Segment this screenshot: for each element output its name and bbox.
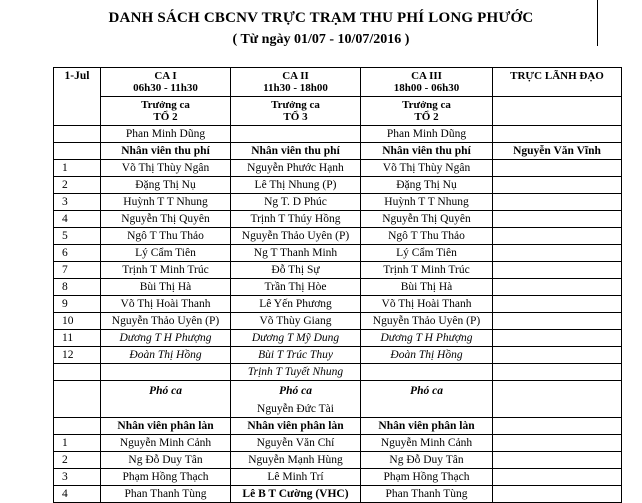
row-number [54, 364, 101, 381]
deputy-label-2: Phó ca [231, 381, 361, 402]
document-subtitle: ( Từ ngày 01/07 - 10/07/2016 ) [232, 32, 410, 47]
deputy-3-name [361, 401, 493, 418]
toll-2-name: Lê Yến Phương [231, 296, 361, 313]
leader-empty [493, 435, 622, 452]
deputy-name-row [54, 401, 622, 418]
leader-empty [493, 228, 622, 245]
toll-header-3: Nhân viên thu phí [361, 143, 493, 160]
leader-empty [493, 486, 622, 503]
toll-row [54, 313, 622, 330]
shift-head-1: Phan Minh Dũng [101, 126, 231, 143]
page-edge-divider [597, 0, 598, 46]
toll-row [54, 177, 622, 194]
leader-empty [493, 452, 622, 469]
leader-empty [493, 177, 622, 194]
team-3-label: Trưởng ca [402, 99, 451, 111]
toll-3-name: Ngô T Thu Thảo [361, 228, 493, 245]
toll-3-name: Đoàn Thị Hồng [361, 347, 493, 364]
toll-row [54, 160, 622, 177]
deputy-index [54, 381, 101, 402]
toll-1-name: Ngô T Thu Thảo [101, 228, 231, 245]
toll-3-name: Nguyễn Thảo Uyên (P) [361, 313, 493, 330]
toll-header-index [54, 143, 101, 160]
team-1-cell [101, 97, 231, 126]
leader-empty-cell [493, 97, 622, 126]
leader-empty [493, 347, 622, 364]
deputy-index [54, 401, 101, 418]
toll-header-2: Nhân viên thu phí [231, 143, 361, 160]
team-3-name: TỔ 2 [414, 111, 439, 123]
toll-2-name: Bùi T Trúc Thuy [231, 347, 361, 364]
lane-2-name: Nguyễn Mạnh Hùng [231, 452, 361, 469]
header-row-teams [54, 97, 622, 126]
row-number: 2 [54, 452, 101, 469]
row-number: 7 [54, 262, 101, 279]
deputy-label-row [54, 381, 622, 402]
lane-row [54, 486, 622, 503]
leader-empty [493, 469, 622, 486]
lane-1-name: Phan Thanh Tùng [101, 486, 231, 503]
toll-row [54, 194, 622, 211]
row-number: 9 [54, 296, 101, 313]
row-number: 5 [54, 228, 101, 245]
toll-row [54, 245, 622, 262]
team-1-name: TỔ 2 [153, 111, 178, 123]
shift-head-2 [231, 126, 361, 143]
deputy-2-name: Nguyễn Đức Tài [231, 401, 361, 418]
toll-row [54, 279, 622, 296]
lane-3-name: Phan Thanh Tùng [361, 486, 493, 503]
toll-3-name: Lý Cẩm Tiên [361, 245, 493, 262]
shift-2-header [231, 68, 361, 97]
row-number: 4 [54, 211, 101, 228]
row-number: 11 [54, 330, 101, 347]
lane-2-name: Nguyễn Văn Chí [231, 435, 361, 452]
team-2-name: TỔ 3 [283, 111, 308, 123]
lane-row [54, 469, 622, 486]
row-number: 3 [54, 469, 101, 486]
row-number: 8 [54, 279, 101, 296]
toll-2-name: Trịnh T Thúy Hồng [231, 211, 361, 228]
toll-1-name: Đặng Thị Nụ [101, 177, 231, 194]
toll-2-name: Ng T. D Phúc [231, 194, 361, 211]
lane-row [54, 452, 622, 469]
shift-1-time: 06h30 - 11h30 [133, 82, 198, 94]
team-1-label: Trưởng ca [141, 99, 190, 111]
toll-3-name: Nguyễn Thị Quyên [361, 211, 493, 228]
toll-row [54, 262, 622, 279]
toll-row [54, 347, 622, 364]
toll-3-name: Huỳnh T T Nhung [361, 194, 493, 211]
toll-row [54, 211, 622, 228]
lane-1-name: Ng Đỗ Duy Tân [101, 452, 231, 469]
row-number: 1 [54, 435, 101, 452]
toll-3-name: Bùi Thị Hà [361, 279, 493, 296]
toll-3-name: Đặng Thị Nụ [361, 177, 493, 194]
toll-3-name [361, 364, 493, 381]
leader-spacer [493, 126, 622, 143]
leader-header: TRỰC LÃNH ĐẠO [493, 68, 622, 97]
date-cell: 1-Jul [54, 68, 101, 126]
team-2-label: Trưởng ca [271, 99, 320, 111]
toll-2-name: Lê Thị Nhung (P) [231, 177, 361, 194]
row-number: 10 [54, 313, 101, 330]
lane-1-name: Phạm Hồng Thạch [101, 469, 231, 486]
shift-3-time: 18h00 - 06h30 [393, 82, 460, 94]
toll-2-name: Ng T Thanh Minh [231, 245, 361, 262]
toll-1-name [101, 364, 231, 381]
toll-1-name: Dương T H Phượng [101, 330, 231, 347]
duty-roster-table [53, 67, 622, 503]
toll-1-name: Đoàn Thị Hồng [101, 347, 231, 364]
toll-2-name: Dương T Mỹ Dung [231, 330, 361, 347]
lane-2-name: Lê B T Cường (VHC) [231, 486, 361, 503]
leader-empty [493, 245, 622, 262]
row-number: 2 [54, 177, 101, 194]
toll-header-1: Nhân viên thu phí [101, 143, 231, 160]
header-row-shifts [54, 68, 622, 97]
toll-3-name: Võ Thị Thùy Ngân [361, 160, 493, 177]
leader-empty [493, 194, 622, 211]
deputy-label-1: Phó ca [101, 381, 231, 402]
leader-empty [493, 160, 622, 177]
shift-head-3: Phan Minh Dũng [361, 126, 493, 143]
shift-2-name: CA II [282, 70, 309, 82]
lane-header-row [54, 418, 622, 435]
toll-3-name: Trịnh T Minh Trúc [361, 262, 493, 279]
leader-empty [493, 262, 622, 279]
lane-1-name: Nguyễn Minh Cảnh [101, 435, 231, 452]
deputy-1-name [101, 401, 231, 418]
leader-empty [493, 211, 622, 228]
toll-2-name: Võ Thùy Giang [231, 313, 361, 330]
shift-3-header [361, 68, 493, 97]
toll-header-row [54, 143, 622, 160]
row-number: 1 [54, 160, 101, 177]
row-number: 3 [54, 194, 101, 211]
toll-1-name: Bùi Thị Hà [101, 279, 231, 296]
lane-header-3: Nhân viên phân làn [361, 418, 493, 435]
deputy-label-3: Phó ca [361, 381, 493, 402]
leader-empty [493, 364, 622, 381]
shift-2-time: 11h30 - 18h00 [263, 82, 328, 94]
toll-3-name: Dương T H Phượng [361, 330, 493, 347]
leader-empty [493, 418, 622, 435]
lane-row [54, 435, 622, 452]
toll-1-name: Lý Cẩm Tiên [101, 245, 231, 262]
leader-empty [493, 401, 622, 418]
lane-2-name: Lê Minh Trí [231, 469, 361, 486]
toll-1-name: Nguyễn Thị Quyên [101, 211, 231, 228]
toll-3-name: Võ Thị Hoài Thanh [361, 296, 493, 313]
leader-empty [493, 330, 622, 347]
row-number: 4 [54, 486, 101, 503]
toll-1-name: Nguyễn Thảo Uyên (P) [101, 313, 231, 330]
toll-1-name: Huỳnh T T Nhung [101, 194, 231, 211]
toll-2-name: Nguyễn Phước Hạnh [231, 160, 361, 177]
leader-empty [493, 279, 622, 296]
team-3-cell [361, 97, 493, 126]
shift-1-header [101, 68, 231, 97]
leader-name: Nguyễn Văn Vĩnh [493, 143, 622, 160]
toll-1-name: Trịnh T Minh Trúc [101, 262, 231, 279]
toll-1-name: Võ Thị Hoài Thanh [101, 296, 231, 313]
row-number: 6 [54, 245, 101, 262]
shift-3-name: CA III [411, 70, 442, 82]
lane-header-2: Nhân viên phân làn [231, 418, 361, 435]
lane-3-name: Phạm Hồng Thạch [361, 469, 493, 486]
toll-2-name: Trịnh T Tuyết Nhung [231, 364, 361, 381]
toll-2-name: Trần Thị Hòe [231, 279, 361, 296]
shift-head-index [54, 126, 101, 143]
document-title: DANH SÁCH CBCNV TRỰC TRẠM THU PHÍ LONG PHƯỚC [108, 10, 534, 26]
toll-2-name: Đỗ Thị Sự [231, 262, 361, 279]
toll-row [54, 228, 622, 245]
lane-header-index [54, 418, 101, 435]
toll-2-name: Nguyễn Thảo Uyên (P) [231, 228, 361, 245]
toll-row [54, 296, 622, 313]
team-2-cell [231, 97, 361, 126]
toll-row [54, 330, 622, 347]
toll-1-name: Võ Thị Thùy Ngân [101, 160, 231, 177]
leader-empty [493, 313, 622, 330]
lane-3-name: Nguyễn Minh Cảnh [361, 435, 493, 452]
shift-1-name: CA I [154, 70, 177, 82]
shift-head-row [54, 126, 622, 143]
toll-row [54, 364, 622, 381]
leader-empty [493, 381, 622, 402]
lane-header-1: Nhân viên phân làn [101, 418, 231, 435]
lane-3-name: Ng Đỗ Duy Tân [361, 452, 493, 469]
leader-empty [493, 296, 622, 313]
row-number: 12 [54, 347, 101, 364]
